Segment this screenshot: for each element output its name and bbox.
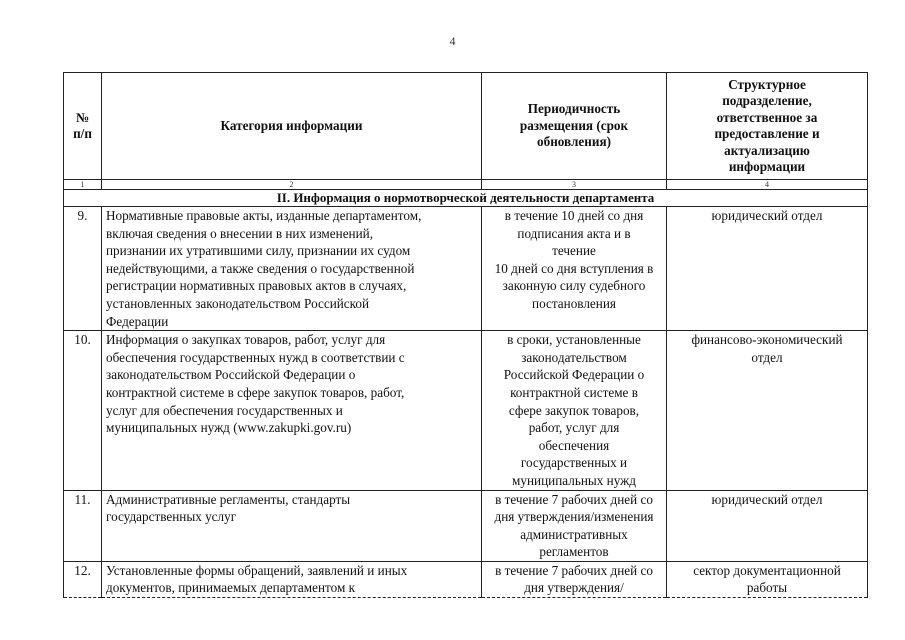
table-row <box>64 490 868 561</box>
row-department: юридический отдел <box>667 490 868 561</box>
section-heading-row <box>64 190 868 207</box>
row-number: 11. <box>64 490 102 561</box>
section-title: II. Информация о нормотворческой деятельности департамента <box>64 190 868 207</box>
header-periodicity: Периодичность размещения (срок обновления) <box>482 73 667 180</box>
table-row <box>64 207 868 331</box>
row-department: юридический отдел <box>667 207 868 331</box>
row-number: 9. <box>64 207 102 331</box>
row-category: Информация о закупках товаров, работ, услуг для обеспечения государственных нужд в соответствии с законодательством Российской Федерации о контрактной системе в сфере закупок товаров, работ, услуг для обеспечения государственных и муниципальных нужд (www.zakupki.gov.ru) <box>102 331 482 490</box>
column-index: 1 <box>64 180 102 190</box>
column-index: 3 <box>482 180 667 190</box>
information-table <box>63 72 868 598</box>
header-category: Категория информации <box>102 73 482 180</box>
row-periodicity: в течение 7 рабочих дней со дня утверждения/изменения административных регламентов <box>482 490 667 561</box>
table-row <box>64 331 868 490</box>
row-category: Административные регламенты, стандарты государственных услуг <box>102 490 482 561</box>
row-category: Установленные формы обращений, заявлений и иных документов, принимаемых департаментом к <box>102 561 482 597</box>
column-index: 2 <box>102 180 482 190</box>
row-department: сектор документационной работы <box>667 561 868 597</box>
row-periodicity: в сроки, установленные законодательством Российской Федерации о контрактной системе в сфере закупок товаров, работ, услуг для обеспечения государственных и муниципальных нужд <box>482 331 667 490</box>
row-number: 10. <box>64 331 102 490</box>
row-periodicity: в течение 10 дней со дня подписания акта и в течение 10 дней со дня вступления в законную силу судебного постановления <box>482 207 667 331</box>
page-number: 4 <box>449 34 456 48</box>
row-number: 12. <box>64 561 102 597</box>
table-row <box>64 561 868 597</box>
table-header-row <box>64 73 868 180</box>
column-index-row <box>64 180 868 190</box>
row-periodicity: в течение 7 рабочих дней со дня утверждения/ <box>482 561 667 597</box>
header-department: Структурное подразделение, ответственное за предоставление и актуализацию информации <box>667 73 868 180</box>
column-index: 4 <box>667 180 868 190</box>
header-number: № п/п <box>64 73 102 180</box>
row-department: финансово-экономический отдел <box>667 331 868 490</box>
row-category: Нормативные правовые акты, изданные департаментом, включая сведения о внесении в них изменений, признании их утратившими силу, признании их судом недействующими, а также сведения о государственной регистрации нормативных правовых актов в случаях, установленных законодательством Российской Федерации <box>102 207 482 331</box>
